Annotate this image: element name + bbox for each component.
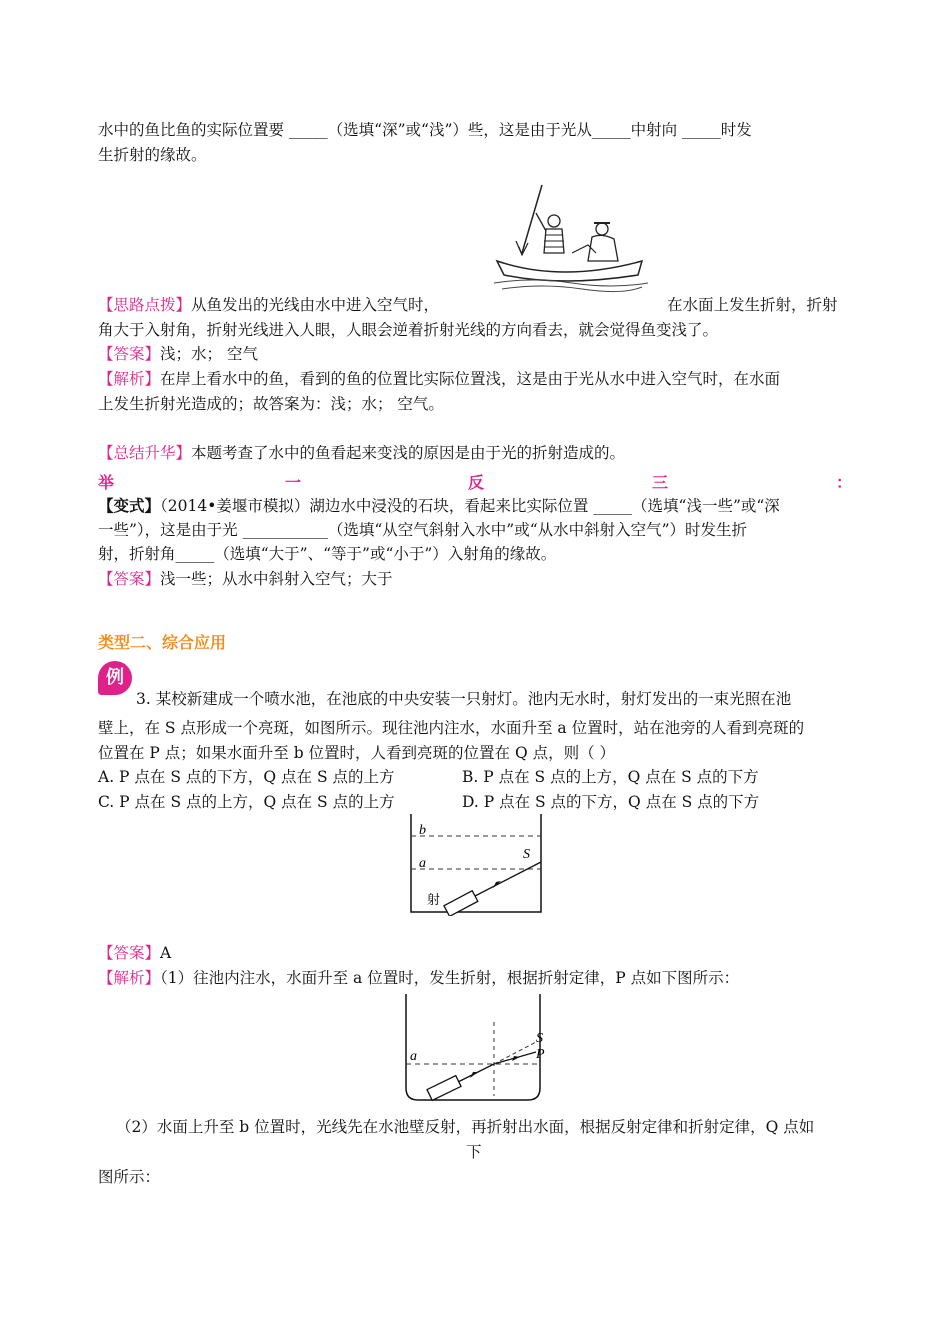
explanation-tag: 【解析】 <box>98 969 161 987</box>
hint-text-right: 在水面上发生折射，折射 <box>667 296 838 314</box>
explanation-text: （2）水面上升至 b 位置时，光线先在水池壁反射，再折射出水面，根据反射定律和折射定律，Q 点如 <box>116 1118 815 1136</box>
fisherman-boat-illustration <box>492 183 650 293</box>
variant-text: （2014•姜堰市模拟）湖边水中浸没的石块，看起来比实际位置 _____（选填“浅一些”或“深 <box>160 497 780 515</box>
summary-line <box>98 441 625 465</box>
variant-tag: 【变式】 <box>98 496 161 515</box>
explanation-line <box>98 367 780 391</box>
summary-text: 本题考查了水中的鱼看起来变浅的原因是由于光的折射造成的。 <box>191 444 626 462</box>
option-d: D. P 点在 S 点的下方，Q 点在 S 点的下方 <box>462 793 760 811</box>
example-text: 壁上，在 S 点形成一个亮斑，如图所示。现往池内注水，水面升至 a 位置时，站在池旁的人看到亮斑的 <box>98 719 805 737</box>
hint-tag: 【思路点拨】 <box>98 296 192 314</box>
question-text: 水中的鱼比鱼的实际位置要 _____（选填“深”或“浅”）些，这是由于光从_____中射向 _____时发 <box>98 121 752 139</box>
variant-line <box>98 494 780 518</box>
juyi-char-3: 反 <box>468 473 485 492</box>
explanation-text: 下 <box>466 1143 482 1161</box>
option-b: B. P 点在 S 点的上方，Q 点在 S 点的下方 <box>462 768 759 786</box>
explanation-line <box>98 966 739 990</box>
example-text: 3. 某校新建成一个喷水池，在池底的中央安装一只射灯。池内无水时，射灯发出的一束光照在池 <box>136 690 792 708</box>
explanation-tag: 【解析】 <box>98 370 161 388</box>
juyi-char-2: 一 <box>285 473 302 492</box>
answer-tag: 【答案】 <box>98 944 161 962</box>
answer-line <box>98 567 393 591</box>
pool-diagram-1 <box>405 812 545 916</box>
point-p-label: P <box>536 1047 545 1062</box>
answer-line <box>98 342 258 366</box>
answer-text: A <box>160 944 172 962</box>
answer-line <box>98 941 171 965</box>
explanation-text: 上发生折射光造成的；故答案为：浅；水； 空气。 <box>98 395 444 413</box>
question-text: 生折射的缘故。 <box>98 146 207 164</box>
explanation-text: （1）往池内注水，水面升至 a 位置时，发生折射，根据折射定律，P 点如下图所示： <box>160 969 740 987</box>
level-b-label: b <box>419 823 426 838</box>
option-a: A. P 点在 S 点的下方，Q 点在 S 点的上方 <box>98 768 395 786</box>
juyi-char-5: ： <box>836 473 853 492</box>
example-text: 位置在 P 点；如果水面升至 b 位置时，人看到亮斑的位置在 Q 点，则（ ） <box>98 744 616 762</box>
hint-line <box>98 293 439 317</box>
answer-text: 浅；水； 空气 <box>160 345 258 363</box>
variant-text: 一些”），这是由于光 ___________（选填“从空气斜射入水中”或“从水中斜射入空气”）时发生折 <box>98 521 748 539</box>
explanation-text: 图所示： <box>98 1168 161 1186</box>
explanation-text: 在岸上看水中的鱼，看到的鱼的位置比实际位置浅，这是由于光从水中进入空气时，在水面 <box>160 370 781 388</box>
hint-text: 角大于入射角，折射光线进入人眼，人眼会逆着折射光线的方向看去，就会觉得鱼变浅了。 <box>98 321 719 339</box>
summary-tag: 【总结升华】 <box>98 444 192 462</box>
level-a-label: a <box>410 1049 417 1064</box>
pool-diagram-2 <box>398 992 548 1104</box>
point-s-label: S <box>523 847 530 862</box>
answer-tag: 【答案】 <box>98 345 161 363</box>
example-badge-label: 例 <box>106 667 124 688</box>
answer-tag: 【答案】 <box>98 570 161 588</box>
juyi-char-4: 三 <box>652 473 669 492</box>
hint-text: 从鱼发出的光线由水中进入空气时， <box>191 296 440 314</box>
point-s-label: S <box>536 1031 543 1046</box>
example-badge <box>98 661 132 695</box>
level-a-label: a <box>419 856 426 871</box>
answer-text: 浅一些；从水中斜射入空气；大于 <box>160 570 393 588</box>
juyi-char-1: 举 <box>98 473 115 492</box>
variant-text: 射，折射角_____（选填“大于”、“等于”或“小于”）入射角的缘故。 <box>98 545 557 563</box>
lamp-label: 射 <box>427 892 441 907</box>
section-title: 类型二、综合应用 <box>98 633 227 652</box>
option-c: C. P 点在 S 点的上方，Q 点在 S 点的上方 <box>98 793 395 811</box>
